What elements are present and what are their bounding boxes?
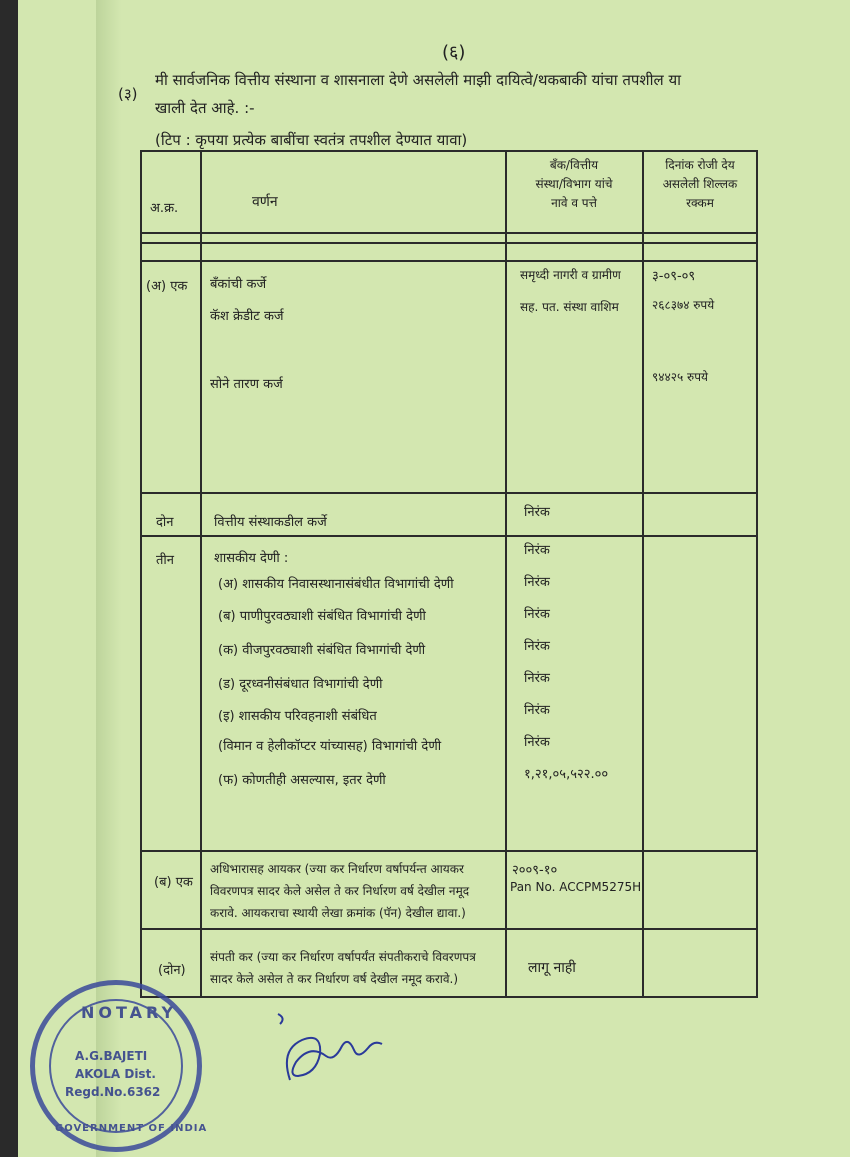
header-amount xyxy=(643,156,757,213)
header-bank-line: संस्था/विभाग यांचे xyxy=(535,177,613,191)
header-bank-line: नावे व पत्ते xyxy=(551,196,597,210)
row-three-item-value: निरंक xyxy=(524,607,550,622)
row-three-item-value: १,२१,०५,५२२.०० xyxy=(524,767,609,782)
row-a-date: ३-०९-०९ xyxy=(652,269,696,284)
table-rule xyxy=(140,150,758,152)
row-three-item-desc: (ड) दूरध्वनीसंबंधात विभागांची देणी xyxy=(218,677,383,692)
row-two-serial: दोन xyxy=(156,515,174,530)
table-rule xyxy=(140,928,758,930)
row-c-value: लागू नाही xyxy=(528,960,576,976)
row-three-item-value: निरंक xyxy=(524,735,550,750)
row-three-serial: तीन xyxy=(156,553,174,568)
row-a-desc-2: कॅश क्रेडीट कर्ज xyxy=(210,309,284,324)
liabilities-table xyxy=(140,150,758,998)
table-rule xyxy=(140,535,758,537)
seal-place: AKOLA Dist. xyxy=(75,1067,156,1081)
row-a-amount-2: ९४४२५ रुपये xyxy=(652,370,708,384)
row-three-item-value: निरंक xyxy=(524,575,550,590)
intro-line-1: मी सार्वजनिक वित्तीय संस्थाना व शासनाला देणे असलेली माझी दायित्वे/थकबाकी यांचा तपशील या xyxy=(155,71,682,89)
row-b-desc-line: करावे. आयकराचा स्थायी लेखा क्रमांक (पॅन) देखील द्यावा.) xyxy=(210,906,466,920)
row-three-item-value: निरंक xyxy=(524,639,550,654)
row-a-bank-1: समृध्दी नागरी व ग्रामीण xyxy=(520,268,621,282)
instruction-note: (टिप : कृपया प्रत्येक बाबींचा स्वतंत्र तपशील देण्यात यावा) xyxy=(155,131,468,149)
table-rule xyxy=(140,242,758,244)
row-c-desc-line: सादर केले असेल ते कर निर्धारण वर्ष देखील नमूद करावे.) xyxy=(210,972,459,986)
row-a-serial: (अ) एक xyxy=(146,279,188,294)
row-a-amount-1: २६८३७४ रुपये xyxy=(652,298,715,312)
row-three-item-value: निरंक xyxy=(524,703,550,718)
row-b-desc xyxy=(210,858,469,924)
row-b-pan: Pan No. ACCPM5275H xyxy=(510,880,642,894)
row-c-serial: (दोन) xyxy=(158,963,186,978)
table-rule xyxy=(140,996,758,998)
row-b-serial: (ब) एक xyxy=(154,875,193,890)
row-b-year: २००९-१० xyxy=(512,863,558,878)
section-marker: (३) xyxy=(118,85,138,103)
header-serial: अ.क्र. xyxy=(150,201,179,216)
row-b-desc-line: अधिभारासह आयकर (ज्या कर निर्धारण वर्षापर्यन्त आयकर xyxy=(210,862,464,876)
table-rule xyxy=(140,492,758,494)
row-b-desc-line: विवरणपत्र सादर केले असेल ते कर निर्धारण वर्ष देखील नमूद xyxy=(210,884,470,898)
table-rule xyxy=(756,150,758,998)
row-three-item-desc: (फ) कोणतीही असल्यास, इतर देणी xyxy=(218,773,386,788)
table-rule xyxy=(140,260,758,262)
row-three-item-desc: शासकीय देणी : xyxy=(214,551,289,566)
row-three-item-desc: (क) वीजपुरवठ्याशी संबंधित विभागांची देणी xyxy=(218,643,426,658)
seal-title: NOTARY xyxy=(81,1003,178,1022)
header-amount-line: रक्कम xyxy=(686,196,714,210)
page-number: (६) xyxy=(442,42,466,63)
row-a-bank-2: सह. पत. संस्था वाशिम xyxy=(520,300,619,314)
row-a-desc-3: सोने तारण कर्ज xyxy=(210,377,283,392)
signature-scribble xyxy=(270,1010,390,1090)
table-rule xyxy=(642,150,644,998)
header-bank-line: बँक/वित्तीय xyxy=(549,158,599,172)
row-two-desc: वित्तीय संस्थाकडील कर्जे xyxy=(214,515,327,530)
row-three-item-desc: (ब) पाणीपुरवठ्याशी संबंधित विभागांची देणी xyxy=(218,609,426,624)
row-c-desc-line: संपती कर (ज्या कर निर्धारण वर्षापर्यंत संपतीकराचे विवरणपत्र xyxy=(210,950,476,964)
seal-name: A.G.BAJETI xyxy=(75,1049,148,1063)
table-rule xyxy=(140,850,758,852)
table-rule xyxy=(505,150,507,998)
row-three-item-value: निरंक xyxy=(524,671,550,686)
intro-line-2: खाली देत आहे. :- xyxy=(155,99,255,117)
header-bank xyxy=(506,156,642,213)
row-three-item-desc: (इ) शासकीय परिवहनाशी संबंधित xyxy=(218,709,377,724)
table-rule xyxy=(200,150,202,998)
row-c-desc xyxy=(210,946,476,990)
row-two-value: निरंक xyxy=(524,505,550,520)
table-rule xyxy=(140,150,142,998)
header-description: वर्णन xyxy=(252,194,278,210)
row-three-item-desc: (अ) शासकीय निवासस्थानासंबंधीत विभागांची देणी xyxy=(218,577,454,592)
row-three-item-desc: (विमान व हेलीकॉप्टर यांच्यासह) विभागांची देणी xyxy=(218,739,442,754)
seal-bottom: GOVERNMENT OF INDIA xyxy=(55,1123,208,1134)
row-a-desc-1: बँकांची कर्जे xyxy=(210,277,267,292)
header-amount-line: दिनांक रोजी देय xyxy=(665,158,735,172)
table-rule xyxy=(140,232,758,234)
notary-seal xyxy=(30,980,208,1152)
header-amount-line: असलेली शिल्लक xyxy=(662,177,738,191)
row-three-item-value: निरंक xyxy=(524,543,550,558)
seal-regd: Regd.No.6362 xyxy=(65,1085,161,1099)
